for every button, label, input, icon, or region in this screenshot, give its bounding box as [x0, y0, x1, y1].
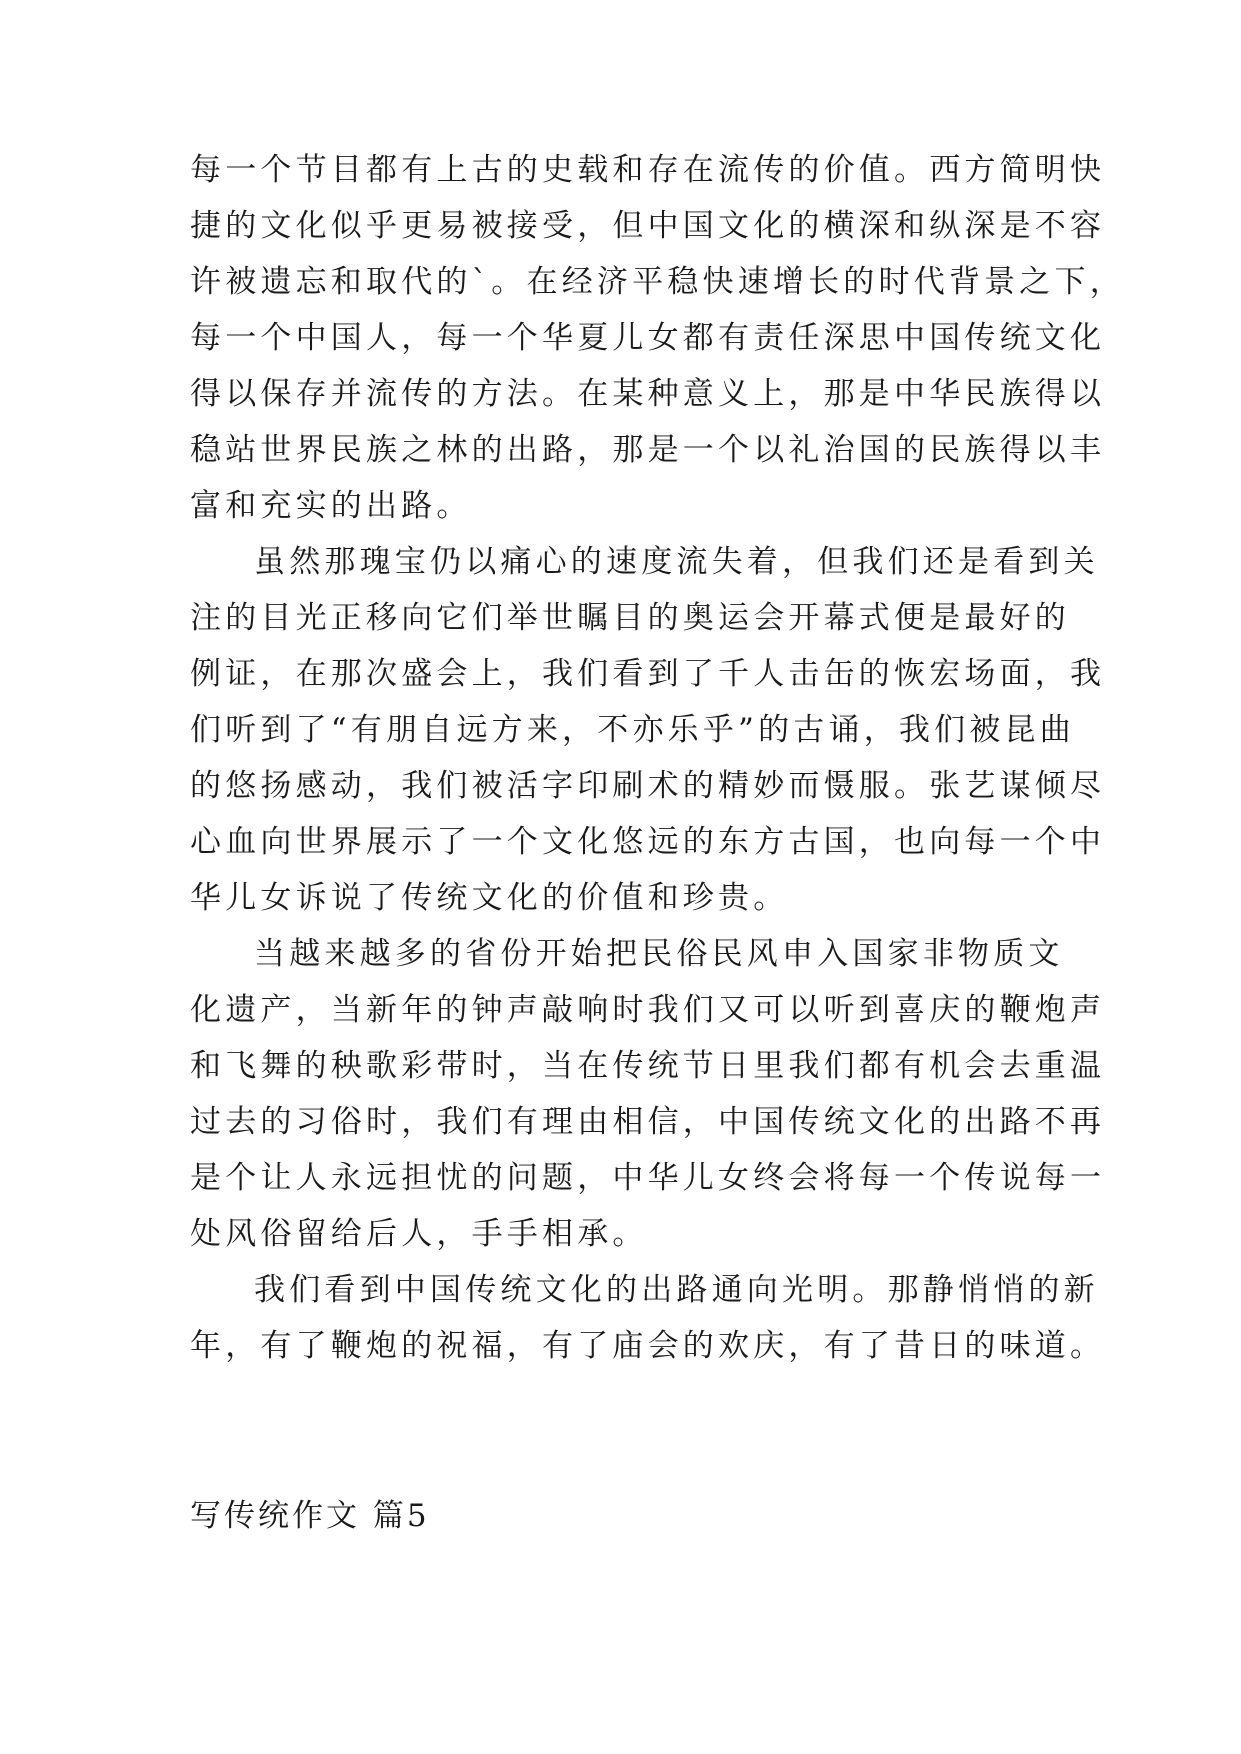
- paragraph-2-line-4: 们听到了“有朋自远方来，不亦乐乎”的古诵，我们被昆曲: [190, 712, 1075, 748]
- paragraph-2-line-1: 虽然那瑰宝仍以痛心的速度流失着，但我们还是看到关: [254, 544, 1099, 580]
- paragraph-4-line-2: 年，有了鞭炮的祝福，有了庙会的欢庆，有了昔日的味道。: [190, 1328, 1106, 1364]
- paragraph-2-line-7: 华儿女诉说了传统文化的价值和珍贵。: [190, 880, 789, 916]
- paragraph-1-line-2: 捷的文化似乎更易被接受，但中国文化的横深和纵深是不容: [190, 208, 1106, 244]
- paragraph-3-line-3: 和飞舞的秧歌彩带时，当在传统节日里我们都有机会去重温: [190, 1048, 1106, 1084]
- paragraph-1-line-7: 富和充实的出路。: [190, 488, 472, 524]
- paragraph-3-line-1: 当越来越多的省份开始把民俗民风申入国家非物质文: [254, 936, 1064, 972]
- paragraph-3-line-6: 处风俗留给后人，手手相承。: [190, 1216, 648, 1252]
- paragraph-3-line-2: 化遗产，当新年的钟声敲响时我们又可以听到喜庆的鞭炮声: [190, 992, 1106, 1028]
- paragraph-1-line-4: 每一个中国人，每一个华夏儿女都有责任深思中国传统文化: [190, 320, 1106, 356]
- paragraph-1-line-5: 得以保存并流传的方法。在某种意义上，那是中华民族得以: [190, 376, 1106, 412]
- paragraph-1-line-1: 每一个节目都有上古的史载和存在流传的价值。西方简明快: [190, 152, 1106, 188]
- paragraph-3-line-5: 是个让人永远担忧的问题，中华儿女终会将每一个传说每一: [190, 1160, 1106, 1196]
- paragraph-1-line-6: 稳站世界民族之林的出路，那是一个以礼治国的民族得以丰: [190, 432, 1106, 468]
- paragraph-2-line-5: 的悠扬感动，我们被活字印刷术的精妙而慑服。张艺谋倾尽: [190, 768, 1106, 804]
- paragraph-3-line-4: 过去的习俗时，我们有理由相信，中国传统文化的出路不再: [190, 1104, 1106, 1140]
- paragraph-2-line-3: 例证，在那次盛会上，我们看到了千人击缶的恢宏场面，我: [190, 656, 1106, 692]
- paragraph-2-line-2: 注的目光正移向它们举世瞩目的奥运会开幕式便是最好的: [190, 600, 1070, 636]
- paragraph-1-line-3: 许被遗忘和取代的`。在经济平稳快速增长的时代背景之下，: [190, 264, 1125, 300]
- paragraph-4-line-1: 我们看到中国传统文化的出路通向光明。那静悄悄的新: [254, 1272, 1099, 1308]
- section-heading: 写传统作文 篇5: [190, 1498, 430, 1534]
- paragraph-2-line-6: 心血向世界展示了一个文化悠远的东方古国，也向每一个中: [190, 824, 1106, 860]
